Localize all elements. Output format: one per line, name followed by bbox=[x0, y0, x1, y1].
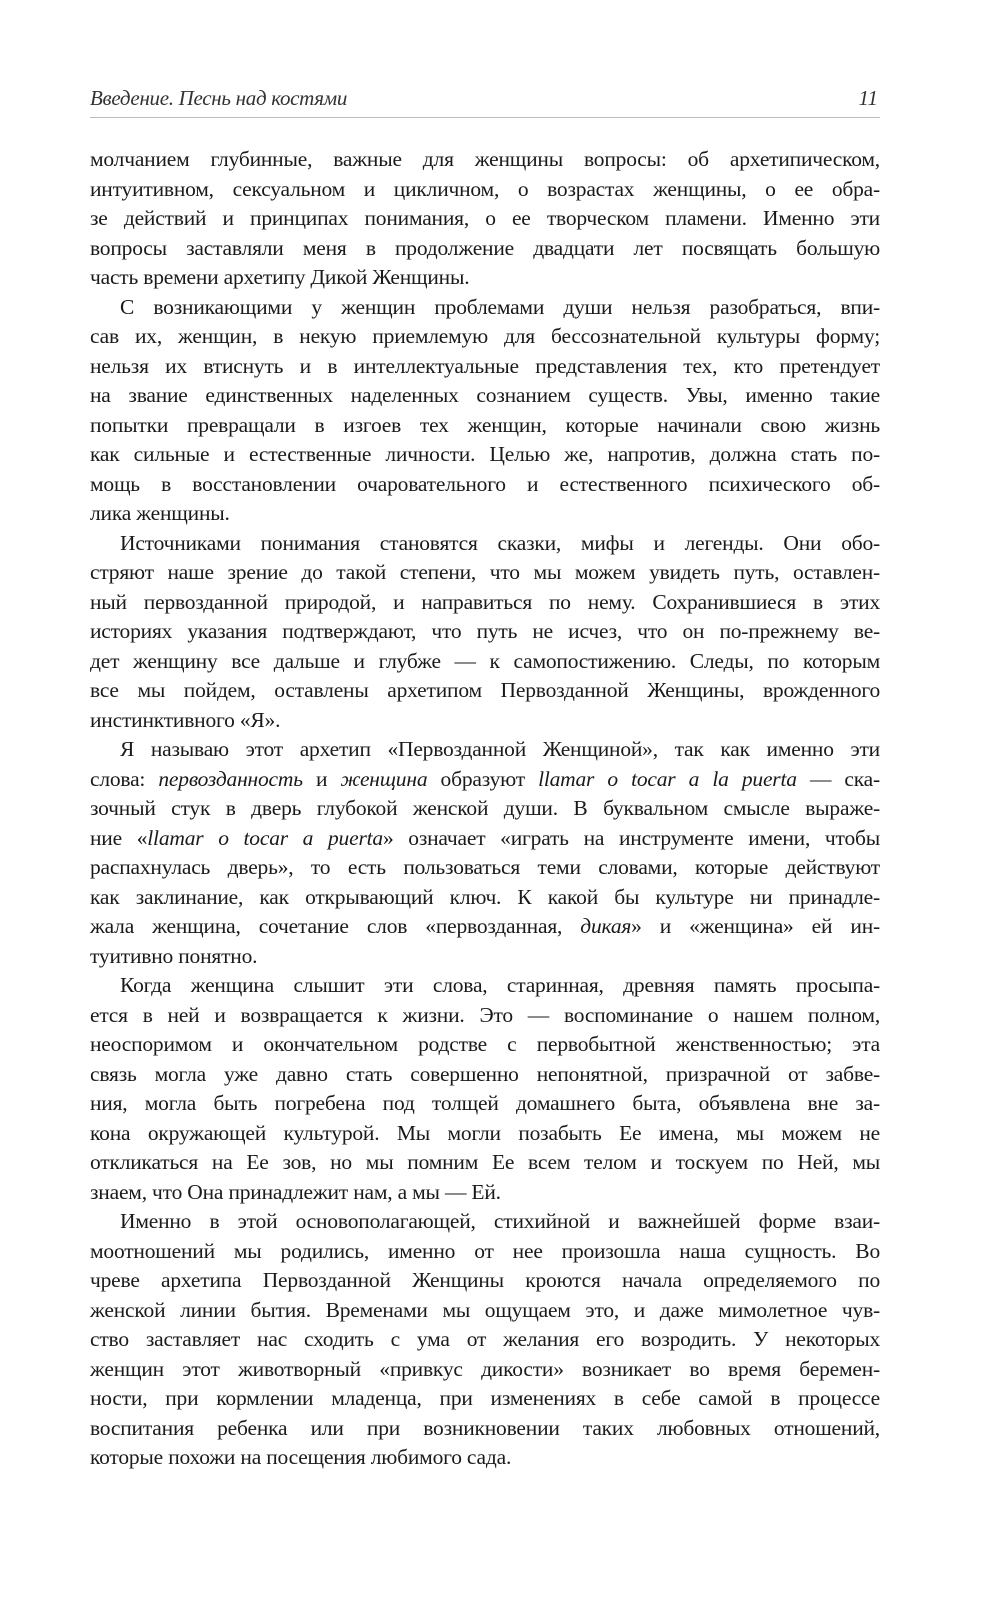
text-run: моотношений мы родились, именно от нее произошла наша сущность. Во bbox=[90, 1238, 880, 1263]
text-line bbox=[90, 794, 880, 824]
text-line bbox=[90, 1089, 880, 1119]
text-run: слова: bbox=[90, 766, 159, 791]
text-run: Я называю этот архетип «Первозданной Женщиной», так как именно эти bbox=[120, 737, 880, 761]
text-line bbox=[90, 381, 880, 411]
text-line bbox=[90, 499, 880, 529]
text-run: » и «женщина» ей ин- bbox=[631, 914, 880, 938]
text-run: С возникающими у женщин проблемами души нельзя разобраться, впи- bbox=[120, 294, 880, 319]
text-run: женской линии бытия. Временами мы ощущаем это, и даже мимолетное чув- bbox=[90, 1297, 880, 1322]
text-run: дет женщину все дальше и глубже — к самопостижению. Следы, по которым bbox=[90, 648, 880, 673]
text-run: Когда женщина слышит эти слова, старинная, древняя память просыпа- bbox=[120, 973, 880, 997]
text-run: историях указания подтверждают, что путь не исчез, что он по-прежнему ве- bbox=[90, 619, 880, 643]
text-line bbox=[90, 234, 880, 264]
text-line bbox=[90, 1384, 880, 1414]
text-run: ется в ней и возвращается к жизни. Это — воспоминание о нашем полном, bbox=[90, 1002, 880, 1027]
text-run: инстинктивного «Я». bbox=[90, 707, 281, 732]
text-run: знаем, что Она принадлежит нам, а мы — Ей. bbox=[90, 1179, 501, 1204]
text-run: неоспоримом и окончательном родстве с первобытной женственностью; эта bbox=[90, 1032, 880, 1056]
text-run: зочный стук в дверь глубокой женской души. В буквальном смысле выраже- bbox=[90, 796, 880, 820]
text-line bbox=[90, 1414, 880, 1444]
text-line bbox=[90, 1119, 880, 1149]
text-line bbox=[90, 1237, 880, 1267]
text-line bbox=[90, 588, 880, 618]
page-number: 11 bbox=[858, 86, 878, 110]
text-line bbox=[90, 411, 880, 441]
paragraph bbox=[90, 971, 880, 1207]
text-run: ности, при кормлении младенца, при изменениях в себе самой в процессе bbox=[90, 1386, 880, 1410]
text-run: Источниками понимания становятся сказки, мифы и легенды. Они обо- bbox=[120, 530, 880, 555]
text-line bbox=[90, 765, 880, 795]
text-run: молчанием глубинные, важные для женщины вопросы: об архетипическом, bbox=[90, 147, 880, 171]
text-line bbox=[90, 558, 880, 588]
text-line bbox=[90, 145, 880, 175]
text-run: стряют наше зрение до такой степени, что мы можем увидеть путь, оставлен- bbox=[90, 560, 880, 584]
text-line bbox=[90, 706, 880, 736]
text-line bbox=[90, 617, 880, 647]
text-run: туитивно понятно. bbox=[90, 943, 258, 968]
paragraph bbox=[90, 1207, 880, 1473]
text-run: ство заставляет нас сходить с ума от желания его возродить. У некоторых bbox=[90, 1327, 880, 1351]
text-line bbox=[90, 1443, 880, 1473]
text-line bbox=[90, 1296, 880, 1326]
text-line bbox=[90, 1001, 880, 1031]
text-run: ние « bbox=[90, 825, 148, 850]
italic-text: женщина bbox=[340, 766, 428, 791]
text-run: ный первозданной природой, и направиться по нему. Сохранившиеся в этих bbox=[90, 589, 880, 614]
text-line bbox=[90, 676, 880, 706]
text-run: сав их, женщин, в некую приемлемую для бессознательной культуры форму; bbox=[90, 324, 880, 348]
text-run: кона окружающей культурой. Мы могли позабыть Ее имена, мы можем не bbox=[90, 1120, 880, 1145]
text-line bbox=[90, 853, 880, 883]
text-line bbox=[90, 824, 880, 854]
text-line bbox=[90, 1178, 880, 1208]
italic-text: llamar o tocar a la puerta bbox=[538, 766, 797, 791]
text-line bbox=[90, 204, 880, 234]
text-run: откликаться на Ее зов, но мы помним Ее всем телом и тоскуем по Ней, мы bbox=[90, 1150, 880, 1174]
text-run: на звание единственных наделенных сознанием существ. Увы, именно такие bbox=[90, 383, 880, 407]
text-run: » означает «играть на инструменте имени, чтобы bbox=[382, 825, 880, 850]
text-run: как заклинание, как открывающий ключ. К какой бы культуре ни принадле- bbox=[90, 884, 880, 909]
text-run: жала женщина, сочетание слов «первозданная, bbox=[90, 914, 581, 938]
text-line bbox=[90, 942, 880, 972]
text-line bbox=[90, 1325, 880, 1355]
text-run: распахнулась дверь», то есть пользоваться теми словами, которые действуют bbox=[90, 855, 880, 879]
italic-text: llamar o tocar a puerta bbox=[147, 825, 383, 850]
text-line bbox=[90, 883, 880, 913]
text-run: и bbox=[302, 766, 341, 791]
text-run: вопросы заставляли меня в продолжение двадцати лет посвящать большую bbox=[90, 235, 880, 260]
paragraph bbox=[90, 529, 880, 736]
text-run: часть времени архетипу Дикой Женщины. bbox=[90, 265, 470, 289]
text-run: нельзя их втиснуть и в интеллектуальные представления тех, кто претендует bbox=[90, 353, 880, 378]
text-run: лика женщины. bbox=[90, 501, 230, 525]
text-run: зе действий и принципах понимания, о ее творческом пламени. Именно эти bbox=[90, 206, 880, 230]
paragraph bbox=[90, 293, 880, 529]
text-run: чреве архетипа Первозданной Женщины кроются начала определяемого по bbox=[90, 1268, 880, 1292]
body-text bbox=[90, 145, 880, 1473]
text-run: мощь в восстановлении очаровательного и естественного психического об- bbox=[90, 471, 880, 496]
text-line bbox=[90, 352, 880, 382]
text-run: интуитивном, сексуальном и цикличном, о возрастах женщины, о ее обра- bbox=[90, 176, 880, 201]
text-line bbox=[90, 322, 880, 352]
paragraph bbox=[90, 735, 880, 971]
text-line bbox=[90, 1060, 880, 1090]
text-line bbox=[90, 1266, 880, 1296]
header-rule bbox=[90, 117, 880, 118]
text-run: связь могла уже давно стать совершенно непонятной, призрачной от забве- bbox=[90, 1061, 880, 1086]
text-run: как сильные и естественные личности. Целью же, напротив, должна стать по- bbox=[90, 442, 880, 466]
text-run: — ска- bbox=[796, 766, 880, 791]
italic-text: первозданность bbox=[158, 766, 303, 791]
paragraph bbox=[90, 145, 880, 293]
running-header-title: Введение. Песнь над костями bbox=[90, 86, 348, 110]
text-line bbox=[90, 1355, 880, 1385]
text-run: женщин этот животворный «привкус дикости» возникает во время беремен- bbox=[90, 1356, 880, 1381]
text-line bbox=[90, 1207, 880, 1237]
text-run: Именно в этой основополагающей, стихийной и важнейшей форме взаи- bbox=[120, 1209, 880, 1233]
text-line bbox=[90, 175, 880, 205]
text-line bbox=[90, 293, 880, 323]
text-line bbox=[90, 912, 880, 942]
text-line bbox=[90, 1148, 880, 1178]
text-run: которые похожи на посещения любимого сада. bbox=[90, 1445, 512, 1469]
text-line bbox=[90, 529, 880, 559]
text-run: попытки превращали в изгоев тех женщин, которые начинали свою жизнь bbox=[90, 412, 880, 437]
text-line bbox=[90, 1030, 880, 1060]
text-run: ния, могла быть погребена под толщей домашнего быта, объявлена вне за- bbox=[90, 1091, 880, 1115]
text-line bbox=[90, 263, 880, 293]
text-line bbox=[90, 440, 880, 470]
running-header bbox=[90, 84, 880, 116]
text-line bbox=[90, 735, 880, 765]
text-run: образуют bbox=[427, 766, 539, 791]
text-run: воспитания ребенка или при возникновении таких любовных отношений, bbox=[90, 1415, 880, 1440]
text-line bbox=[90, 647, 880, 677]
italic-text: дикая bbox=[580, 914, 632, 938]
text-line bbox=[90, 971, 880, 1001]
text-run: все мы пойдем, оставлены архетипом Первозданной Женщины, врожденного bbox=[90, 678, 880, 702]
text-line bbox=[90, 470, 880, 500]
